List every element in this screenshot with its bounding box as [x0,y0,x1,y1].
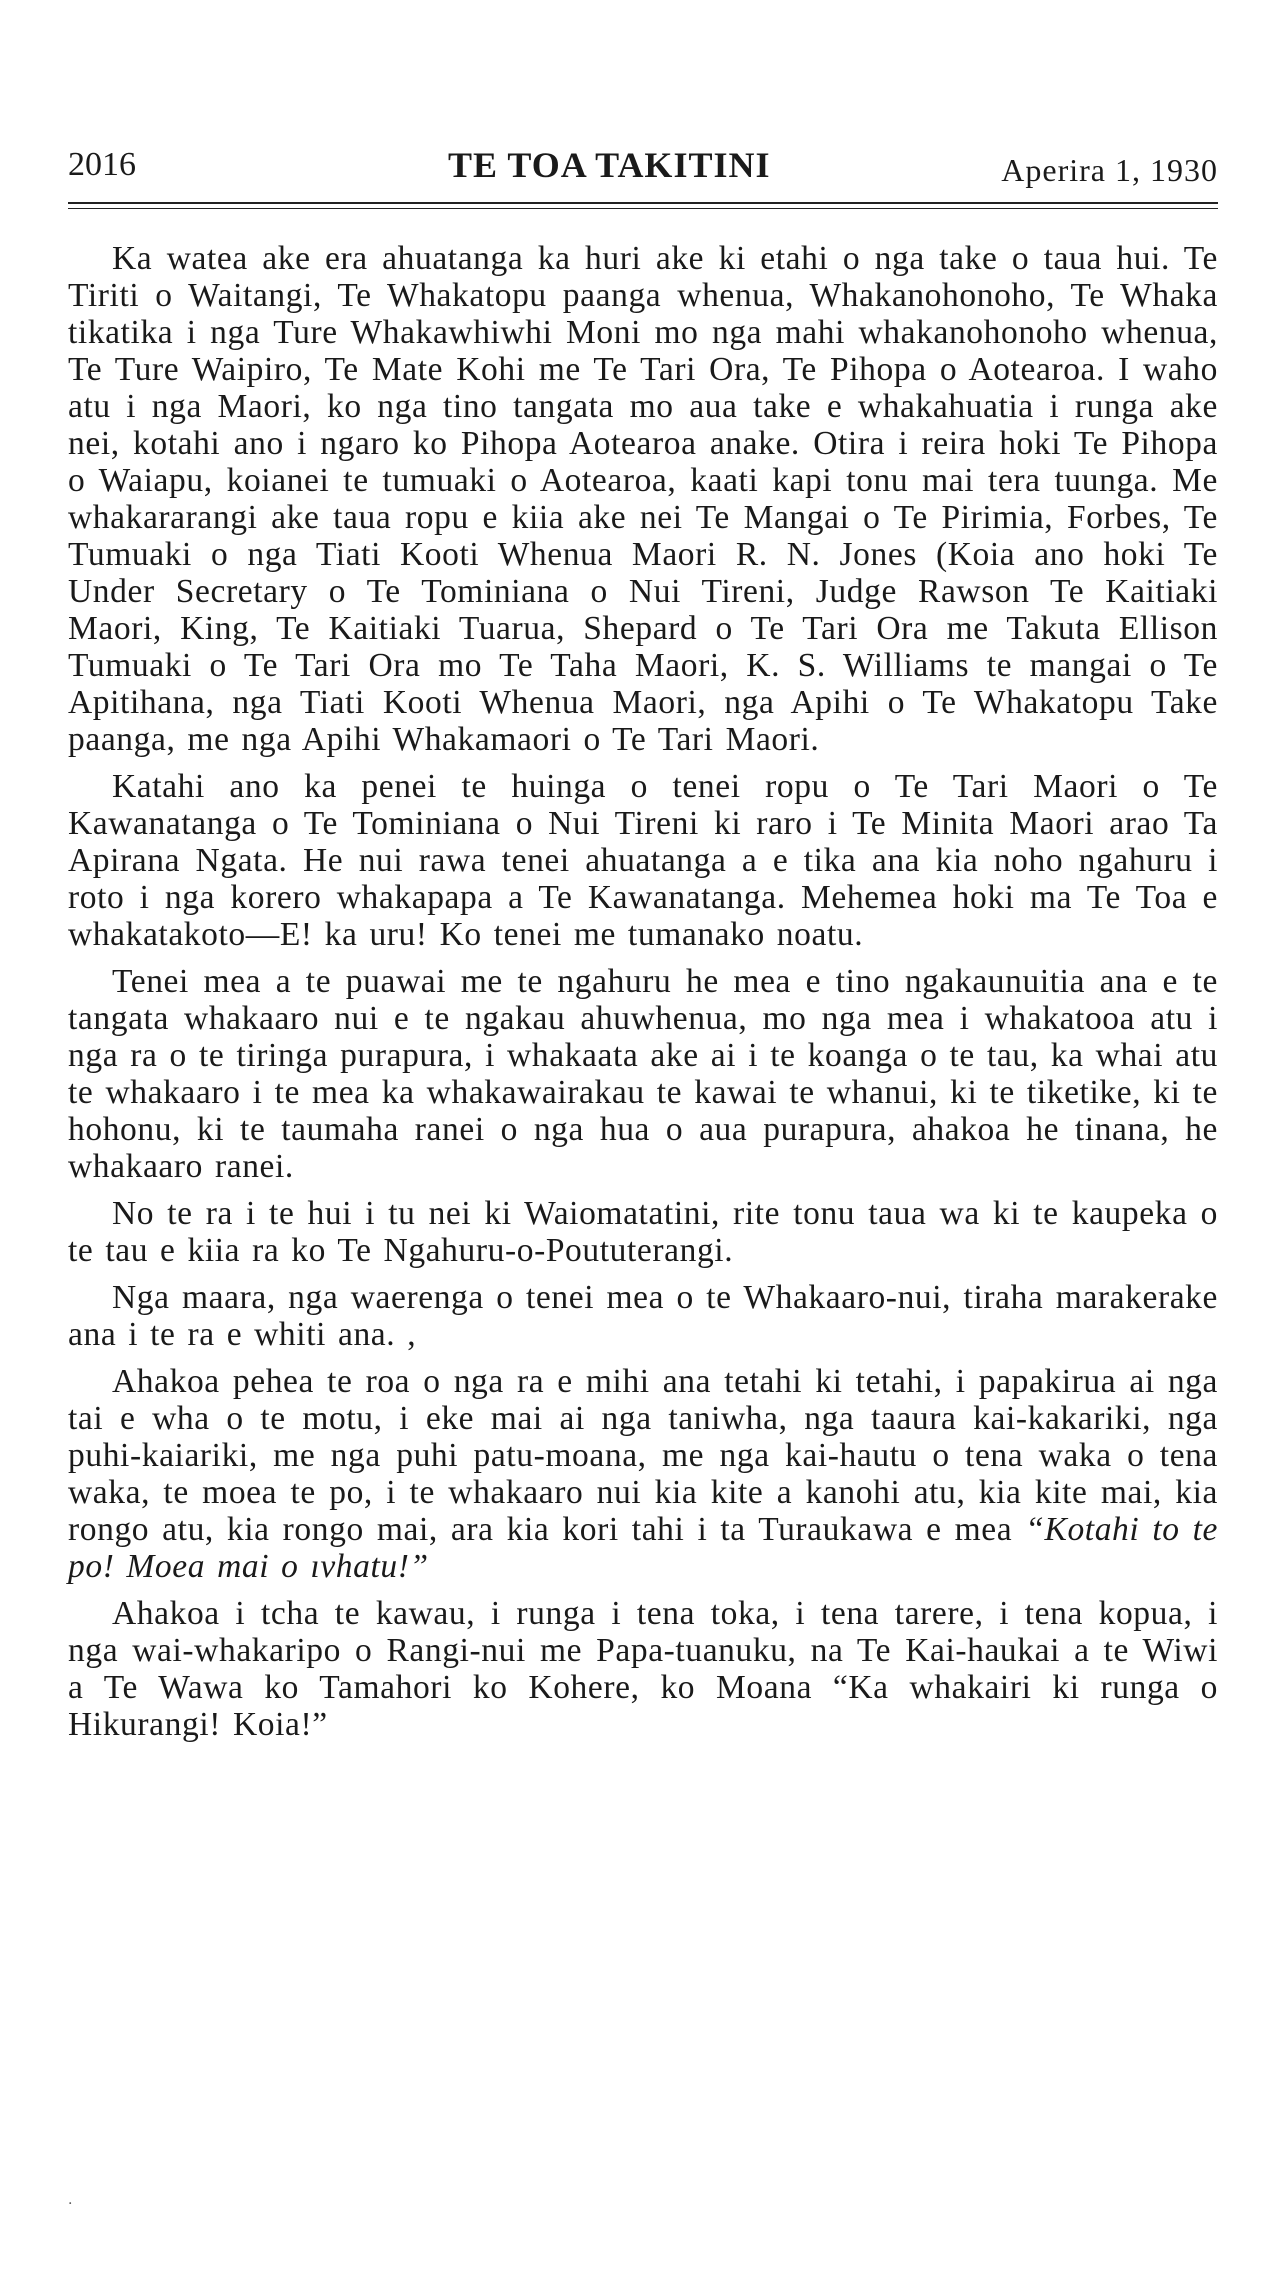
document-page [68,140,1219,1743]
print-speck: · [68,2196,73,2212]
paragraph: No te ra i te hui i tu nei ki Waiomatatini, rite tonu taua wa ki te kaupeka o te tau e kiia ra ko Te Ngahuru-o-Poututerangi. [68,1195,1218,1269]
header-rule [68,202,1218,204]
paragraph: Ka watea ake era ahuatanga ka huri ake ki etahi o nga take o taua hui. Te Tiriti o Waitangi, Te Whakatopu paanga whenua, Whakanohonoho, Te Whaka tikatika i nga Ture Whakawhiwhi Moni mo nga mahi whakanohonoho whenua, Te Ture Waipiro, Te Mate Kohi me Te Tari Ora, Te Pihopa o Aotearoa. I waho atu i nga Maori, ko nga tino tangata mo aua take e whakahuatia i runga ake nei, kotahi ano i ngaro ko Pihopa Aotearoa anake. Otira i reira hoki Te Pihopa o Waiapu, koianei te tumuaki o Aotearoa, kaati kapi tonu mai tera tuunga. Me whakararangi ake taua ropu e kiia ake nei Te Mangai o Te Pirimia, Forbes, Te Tumuaki o nga Tiati Kooti Whenua Maori R. N. Jones (Koia ano hoki Te Under Secretary o Te Tominiana o Nui Tireni, Judge Rawson Te Kaitiaki Maori, King, Te Kaitiaki Tuarua, Shepard o Te Tari Ora me Takuta Ellison Tumuaki o Te Tari Ora mo Te Taha Maori, K. S. Williams te mangai o Te Apitihana, nga Tiati Kooti Whenua Maori, nga Apihi o Te Whakatopu Take paanga, me nga Apihi Whakamaori o Te Tari Maori. [68,240,1218,758]
running-title: TE TOA TAKITINI [448,145,771,185]
paragraph: Katahi ano ka penei te huinga o tenei ropu o Te Tari Maori o Te Kawanatanga o Te Tominiana o Nui Tireni ki raro i Te Minita Maori arao Ta Apirana Ngata. He nui rawa tenei ahuatanga a e tika ana kia noho ngahuru i roto i nga korero whakapapa a Te Kawanatanga. Mehemea hoki ma Te Toa e whakatakoto—E! ka uru! Ko tenei me tumanako noatu. [68,768,1218,953]
issue-date: Aperira 1, 1930 [1001,152,1218,188]
paragraph: Nga maara, nga waerenga o tenei mea o te Whakaaro-nui, tiraha marakerake ana i te ra e whiti ana. , [68,1279,1218,1353]
italic-quote: “Kotahi to te po! Moea mai o ıvhatu!” [68,1511,1219,1585]
paragraph-text: Ahakoa pehea te roa o nga ra e mihi ana tetahi ki tetahi, i papakirua ai nga tai e wha o te motu, i eke mai ai nga taniwha, nga taaura kai-kakariki, nga puhi-kaiariki, me nga puhi patu-moana, me nga kai-hautu o tena waka o tena waka, te moea te po, i te whakaaro nui kia kite a kanohi atu, kia kite mai, kia rongo atu, kia rongo mai, ara kia kori tahi i ta Turaukawa e mea [68,1363,1218,1548]
paragraph-with-quote [68,1363,1218,1585]
paragraph: Tenei mea a te puawai me te ngahuru he mea e tino ngakaunuitia ana e te tangata whakaaro nui e te ngakau ahuwhenua, mo nga mea i whakatooa atu i nga ra o te tiringa purapura, i whakaata ake ai i te koanga o te tau, ka whai atu te whakaaro i te mea ka whakawairakau te kawai te whanui, ki te tiketike, ki te hohonu, ki te taumaha ranei o nga hua o aua purapura, ahakoa he tinana, he whakaaro ranei. [68,963,1218,1185]
paragraph: Ahakoa i tcha te kawau, i runga i tena toka, i tena tarere, i tena kopua, i nga wai-whakaripo o Rangi-nui me Papa-tuanuku, na Te Kai-haukai a te Wiwi a Te Wawa ko Tamahori ko Kohere, ko Moana “Ka whakairi ki runga o Hikurangi! Koia!” [68,1595,1218,1743]
header-rule-thin [68,208,1218,209]
article-body [68,240,1218,1753]
page-header [68,140,1218,192]
page-number: 2016 [68,146,136,183]
